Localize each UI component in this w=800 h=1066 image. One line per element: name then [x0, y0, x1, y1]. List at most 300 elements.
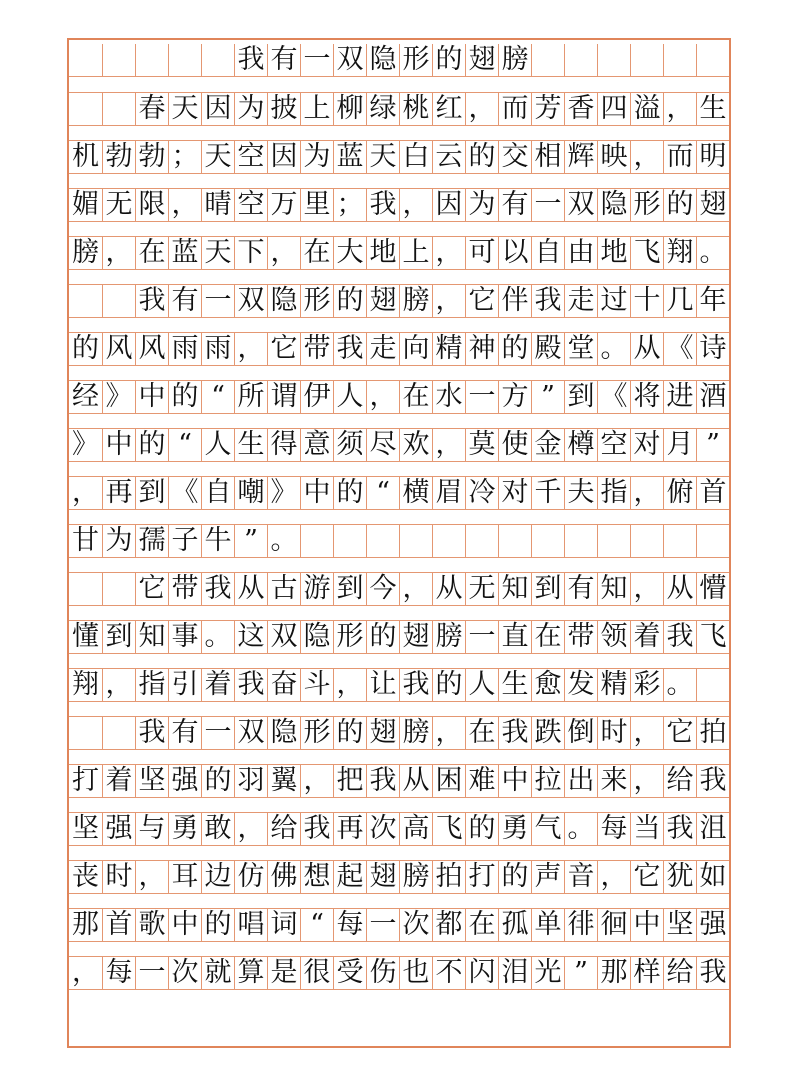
- grid-cell: [696, 669, 729, 701]
- grid-cell: [300, 525, 333, 557]
- grid-cell: 古: [267, 573, 300, 605]
- grid-cell: 伤: [366, 957, 399, 989]
- essay-line: [69, 92, 729, 125]
- grid-cell: 形: [300, 717, 333, 749]
- grid-cell: 我: [531, 285, 564, 317]
- grid-cell: 音: [564, 861, 597, 893]
- grid-cell: 无: [102, 189, 135, 221]
- grid-rule: [69, 989, 729, 990]
- grid-cell: “: [168, 429, 201, 461]
- grid-cell: 香: [564, 93, 597, 125]
- grid-cell: 的: [333, 477, 366, 509]
- grid-rule: [69, 557, 729, 558]
- grid-cell: [333, 525, 366, 557]
- grid-cell: 犹: [663, 861, 696, 893]
- grid-cell: 在: [465, 717, 498, 749]
- grid-cell: ”: [564, 957, 597, 989]
- grid-cell: 的: [72, 333, 99, 364]
- grid-cell: 打: [465, 861, 498, 893]
- grid-cell: 为: [300, 141, 333, 173]
- grid-cell: 诗: [696, 333, 729, 365]
- essay-line: [69, 860, 729, 893]
- grid-cell: 从: [234, 573, 267, 605]
- grid-cell: ，: [333, 669, 366, 701]
- grid-cell: 生: [498, 669, 531, 701]
- grid-cell: 《: [168, 477, 201, 509]
- grid-cell: 有: [498, 189, 531, 221]
- grid-cell: [597, 44, 630, 76]
- grid-cell: 单: [531, 909, 564, 941]
- grid-cell: 它: [465, 285, 498, 317]
- grid-cell: [201, 44, 234, 76]
- grid-cell: [135, 44, 168, 76]
- grid-cell: 相: [531, 141, 564, 173]
- grid-cell: 佛: [267, 861, 300, 893]
- grid-cell: 带: [300, 333, 333, 365]
- grid-cell: 膀: [498, 44, 531, 76]
- grid-cell: 殿: [531, 333, 564, 365]
- grid-cell: 。: [597, 333, 630, 365]
- grid-cell: 隐: [267, 285, 300, 317]
- grid-cell: 的: [333, 717, 366, 749]
- grid-cell: 》: [267, 477, 300, 509]
- grid-cell: 对: [498, 477, 531, 509]
- grid-cell: 从: [630, 333, 663, 365]
- grid-cell: 飞: [696, 621, 729, 653]
- grid-cell: 在: [300, 237, 333, 269]
- grid-cell: 的: [663, 189, 696, 221]
- grid-cell: 空: [234, 141, 267, 173]
- grid-rule: [69, 461, 729, 462]
- grid-cell: 伴: [498, 285, 531, 317]
- grid-cell: 当: [630, 813, 663, 845]
- grid-cell: 为: [102, 525, 135, 557]
- grid-cell: [399, 525, 432, 557]
- grid-cell: 飞: [432, 813, 465, 845]
- grid-cell: 与: [135, 813, 168, 845]
- grid-cell: 从: [663, 573, 696, 605]
- grid-rule: [69, 509, 729, 510]
- grid-cell: 彩: [630, 669, 663, 701]
- grid-cell: 形: [399, 44, 432, 76]
- grid-cell: 拍: [696, 717, 729, 749]
- grid-cell: 丧: [72, 861, 99, 892]
- grid-cell: 首: [102, 909, 135, 941]
- grid-cell: 高: [399, 813, 432, 845]
- grid-cell: 的: [201, 909, 234, 941]
- grid-cell: 把: [333, 765, 366, 797]
- grid-cell: ，: [135, 861, 168, 893]
- grid-cell: 天: [201, 237, 234, 269]
- grid-cell: 样: [630, 957, 663, 989]
- grid-cell: 横: [399, 477, 432, 509]
- grid-cell: 走: [366, 333, 399, 365]
- grid-cell: 得: [267, 429, 300, 461]
- grid-rule: [69, 76, 729, 77]
- grid-cell: 到: [333, 573, 366, 605]
- grid-cell: 它: [630, 861, 663, 893]
- grid-cell: ，: [102, 237, 135, 269]
- grid-cell: 给: [267, 813, 300, 845]
- grid-cell: ，: [432, 429, 465, 461]
- grid-cell: 隐: [300, 621, 333, 653]
- grid-cell: 一: [300, 44, 333, 76]
- grid-cell: 我: [234, 669, 267, 701]
- grid-cell: ；: [333, 189, 366, 221]
- grid-cell: ，: [102, 669, 135, 701]
- grid-cell: 精: [432, 333, 465, 365]
- grid-cell: 我: [696, 765, 729, 797]
- grid-cell: 算: [234, 957, 267, 989]
- grid-cell: ，: [432, 237, 465, 269]
- grid-rule: [69, 221, 729, 222]
- grid-cell: 对: [630, 429, 663, 461]
- grid-cell: 斗: [300, 669, 333, 701]
- grid-cell: [663, 44, 696, 76]
- grid-cell: [102, 44, 135, 76]
- essay-line: [69, 380, 729, 413]
- grid-cell: 月: [663, 429, 696, 461]
- grid-cell: 天: [168, 93, 201, 125]
- grid-cell: 拍: [432, 861, 465, 893]
- grid-cell: 《: [597, 381, 630, 413]
- grid-cell: 柳: [333, 93, 366, 125]
- grid-cell: 发: [564, 669, 597, 701]
- grid-cell: 欢: [399, 429, 432, 461]
- grid-cell: 我: [234, 44, 267, 76]
- grid-cell: 翅: [696, 189, 729, 221]
- grid-cell: 次: [399, 909, 432, 941]
- grid-cell: 强: [102, 813, 135, 845]
- grid-cell: ”: [531, 381, 564, 413]
- grid-cell: 里: [300, 189, 333, 221]
- grid-cell: 而: [498, 93, 531, 125]
- grid-cell: ，: [267, 237, 300, 269]
- grid-cell: 天: [201, 141, 234, 173]
- grid-cell: 。: [696, 237, 729, 269]
- essay-line: [69, 428, 729, 461]
- grid-cell: 过: [597, 285, 630, 317]
- grid-cell: [564, 525, 597, 557]
- grid-cell: 中: [498, 765, 531, 797]
- grid-cell: 每: [102, 957, 135, 989]
- grid-cell: 蓝: [168, 237, 201, 269]
- grid-cell: 词: [267, 909, 300, 941]
- grid-cell: 光: [531, 957, 564, 989]
- grid-cell: 着: [201, 669, 234, 701]
- grid-cell: 映: [597, 141, 630, 173]
- grid-cell: 因: [267, 141, 300, 173]
- grid-cell: 的: [498, 333, 531, 365]
- essay-line: [69, 908, 729, 941]
- grid-cell: 翼: [267, 765, 300, 797]
- grid-cell: 以: [498, 237, 531, 269]
- grid-cell: 我: [696, 957, 729, 989]
- grid-cell: 。: [663, 669, 696, 701]
- grid-cell: 为: [234, 93, 267, 125]
- grid-cell: 《: [663, 333, 696, 365]
- grid-cell: 将: [630, 381, 663, 413]
- grid-cell: 边: [201, 861, 234, 893]
- grid-cell: [102, 573, 135, 605]
- grid-cell: 有: [564, 573, 597, 605]
- grid-cell: 事: [168, 621, 201, 653]
- grid-cell: 溢: [630, 93, 663, 125]
- grid-cell: 媚: [72, 189, 99, 220]
- grid-cell: 绿: [366, 93, 399, 125]
- essay-line: [69, 812, 729, 845]
- grid-cell: 次: [366, 813, 399, 845]
- grid-cell: 的: [465, 141, 498, 173]
- grid-cell: 强: [168, 765, 201, 797]
- grid-cell: 想: [300, 861, 333, 893]
- grid-cell: 樽: [564, 429, 597, 461]
- grid-cell: 拉: [531, 765, 564, 797]
- grid-cell: 徘: [564, 909, 597, 941]
- grid-cell: 披: [267, 93, 300, 125]
- grid-cell: ，: [432, 285, 465, 317]
- essay-line: [69, 620, 729, 653]
- grid-cell: 坚: [72, 813, 99, 844]
- grid-cell: [102, 93, 135, 125]
- grid-cell: 膀: [399, 717, 432, 749]
- grid-cell: [597, 525, 630, 557]
- grid-cell: 勃: [135, 141, 168, 173]
- grid-cell: 无: [465, 573, 498, 605]
- grid-cell: 所: [234, 381, 267, 413]
- grid-cell: 雨: [201, 333, 234, 365]
- grid-cell: 空: [234, 189, 267, 221]
- grid-cell: 坚: [135, 765, 168, 797]
- grid-cell: 双: [234, 717, 267, 749]
- grid-cell: [69, 717, 102, 749]
- grid-cell: 我: [333, 333, 366, 365]
- grid-cell: 勇: [168, 813, 201, 845]
- grid-cell: 堂: [564, 333, 597, 365]
- grid-cell: 我: [663, 813, 696, 845]
- grid-rule: [69, 365, 729, 366]
- grid-cell: 出: [564, 765, 597, 797]
- grid-cell: 尽: [366, 429, 399, 461]
- grid-cell: 困: [432, 765, 465, 797]
- essay-line: [69, 236, 729, 269]
- grid-cell: 时: [597, 717, 630, 749]
- grid-cell: ，: [465, 93, 498, 125]
- grid-cell: 来: [597, 765, 630, 797]
- grid-cell: 带: [168, 573, 201, 605]
- grid-cell: 我: [135, 717, 168, 749]
- grid-cell: 在: [465, 909, 498, 941]
- grid-cell: 双: [267, 621, 300, 653]
- grid-cell: 我: [135, 285, 168, 317]
- grid-cell: 隐: [267, 717, 300, 749]
- grid-cell: 打: [72, 765, 99, 796]
- grid-cell: “: [300, 909, 333, 941]
- essay-line: [69, 332, 729, 365]
- grid-cell: 子: [168, 525, 201, 557]
- grid-cell: 上: [399, 237, 432, 269]
- grid-cell: [69, 285, 102, 317]
- grid-cell: 徊: [597, 909, 630, 941]
- grid-cell: 直: [498, 621, 531, 653]
- grid-cell: 白: [399, 141, 432, 173]
- grid-cell: 莫: [465, 429, 498, 461]
- grid-cell: 膀: [399, 861, 432, 893]
- grid-cell: 到: [564, 381, 597, 413]
- grid-cell: ，: [630, 573, 663, 605]
- grid-cell: 懂: [72, 621, 99, 652]
- grid-cell: 就: [201, 957, 234, 989]
- grid-cell: 今: [366, 573, 399, 605]
- grid-cell: [498, 525, 531, 557]
- grid-cell: 十: [630, 285, 663, 317]
- grid-cell: 勃: [102, 141, 135, 173]
- essay-line: [69, 284, 729, 317]
- grid-cell: 蓝: [333, 141, 366, 173]
- grid-cell: 经: [72, 381, 99, 412]
- grid-cell: [564, 44, 597, 76]
- grid-cell: 很: [300, 957, 333, 989]
- grid-rule: [69, 605, 729, 606]
- grid-cell: 翅: [366, 285, 399, 317]
- grid-cell: [102, 285, 135, 317]
- grid-cell: 一: [201, 285, 234, 317]
- grid-rule: [69, 317, 729, 318]
- grid-cell: 酒: [696, 381, 729, 413]
- grid-cell: 受: [333, 957, 366, 989]
- grid-cell: 风: [135, 333, 168, 365]
- grid-cell: 人: [201, 429, 234, 461]
- grid-cell: 芳: [531, 93, 564, 125]
- grid-cell: 有: [168, 285, 201, 317]
- grid-cell: 强: [696, 909, 729, 941]
- grid-cell: 》: [102, 381, 135, 413]
- grid-cell: 双: [333, 44, 366, 76]
- grid-cell: [168, 44, 201, 76]
- grid-cell: 伊: [300, 381, 333, 413]
- grid-cell: 歌: [135, 909, 168, 941]
- grid-cell: 人: [465, 669, 498, 701]
- grid-cell: 着: [630, 621, 663, 653]
- grid-cell: [366, 525, 399, 557]
- grid-cell: 可: [465, 237, 498, 269]
- grid-cell: 中: [135, 381, 168, 413]
- grid-cell: 耳: [168, 861, 201, 893]
- grid-cell: 沮: [696, 813, 729, 845]
- grid-cell: 唱: [234, 909, 267, 941]
- grid-cell: 下: [234, 237, 267, 269]
- grid-cell: 首: [696, 477, 729, 509]
- grid-cell: “: [366, 477, 399, 509]
- grid-cell: 一: [465, 621, 498, 653]
- essay-line: [69, 572, 729, 605]
- grid-cell: 都: [432, 909, 465, 941]
- grid-cell: 的: [333, 285, 366, 317]
- grid-cell: 翅: [465, 44, 498, 76]
- grid-cell: [663, 525, 696, 557]
- grid-cell: 夫: [564, 477, 597, 509]
- grid-cell: ，: [234, 813, 267, 845]
- grid-cell: 时: [102, 861, 135, 893]
- grid-cell: 因: [432, 189, 465, 221]
- grid-cell: 它: [663, 717, 696, 749]
- grid-cell: 为: [465, 189, 498, 221]
- grid-cell: 游: [300, 573, 333, 605]
- grid-cell: ，: [366, 381, 399, 413]
- grid-cell: 再: [102, 477, 135, 509]
- grid-rule: [69, 797, 729, 798]
- grid-cell: 有: [168, 717, 201, 749]
- grid-cell: 向: [399, 333, 432, 365]
- grid-cell: 我: [498, 717, 531, 749]
- grid-cell: 孤: [498, 909, 531, 941]
- grid-cell: ，: [399, 573, 432, 605]
- grid-cell: [531, 525, 564, 557]
- grid-cell: 交: [498, 141, 531, 173]
- grid-cell: 眉: [432, 477, 465, 509]
- grid-cell: 的: [168, 381, 201, 413]
- grid-cell: 生: [234, 429, 267, 461]
- grid-cell: 从: [432, 573, 465, 605]
- grid-rule: [69, 893, 729, 894]
- grid-cell: 金: [531, 429, 564, 461]
- grid-cell: 这: [234, 621, 267, 653]
- grid-cell: 谓: [267, 381, 300, 413]
- grid-cell: [696, 44, 729, 76]
- grid-cell: 牛: [201, 525, 234, 557]
- grid-cell: 生: [696, 93, 729, 125]
- grid-cell: ，: [300, 765, 333, 797]
- grid-cell: 也: [399, 957, 432, 989]
- grid-cell: 嘲: [234, 477, 267, 509]
- grid-cell: 限: [135, 189, 168, 221]
- grid-cell: 我: [366, 189, 399, 221]
- grid-cell: 而: [663, 141, 696, 173]
- grid-cell: 晴: [201, 189, 234, 221]
- grid-cell: 机: [72, 141, 99, 172]
- grid-cell: 上: [300, 93, 333, 125]
- grid-cell: 闪: [465, 957, 498, 989]
- grid-cell: 桃: [399, 93, 432, 125]
- grid-rule: [69, 941, 729, 942]
- grid-cell: 到: [102, 621, 135, 653]
- title-row: [69, 44, 729, 76]
- grid-cell: [69, 44, 102, 76]
- grid-cell: 再: [333, 813, 366, 845]
- grid-cell: 飞: [630, 237, 663, 269]
- grid-cell: 难: [465, 765, 498, 797]
- grid-rule: [69, 173, 729, 174]
- grid-cell: 俯: [663, 477, 696, 509]
- grid-cell: ，: [432, 717, 465, 749]
- grid-cell: 因: [201, 93, 234, 125]
- grid-cell: 中: [630, 909, 663, 941]
- grid-cell: 中: [300, 477, 333, 509]
- grid-cell: 指: [135, 669, 168, 701]
- grid-cell: 气: [531, 813, 564, 845]
- grid-cell: 从: [399, 765, 432, 797]
- grid-cell: 膀: [72, 237, 99, 268]
- grid-cell: ，: [630, 141, 663, 173]
- grid-rule: [69, 749, 729, 750]
- grid-cell: 一: [201, 717, 234, 749]
- grid-cell: 的: [465, 813, 498, 845]
- grid-cell: 神: [465, 333, 498, 365]
- grid-cell: 着: [102, 765, 135, 797]
- grid-cell: 的: [498, 861, 531, 893]
- grid-cell: 红: [432, 93, 465, 125]
- grid-cell: ”: [234, 525, 267, 557]
